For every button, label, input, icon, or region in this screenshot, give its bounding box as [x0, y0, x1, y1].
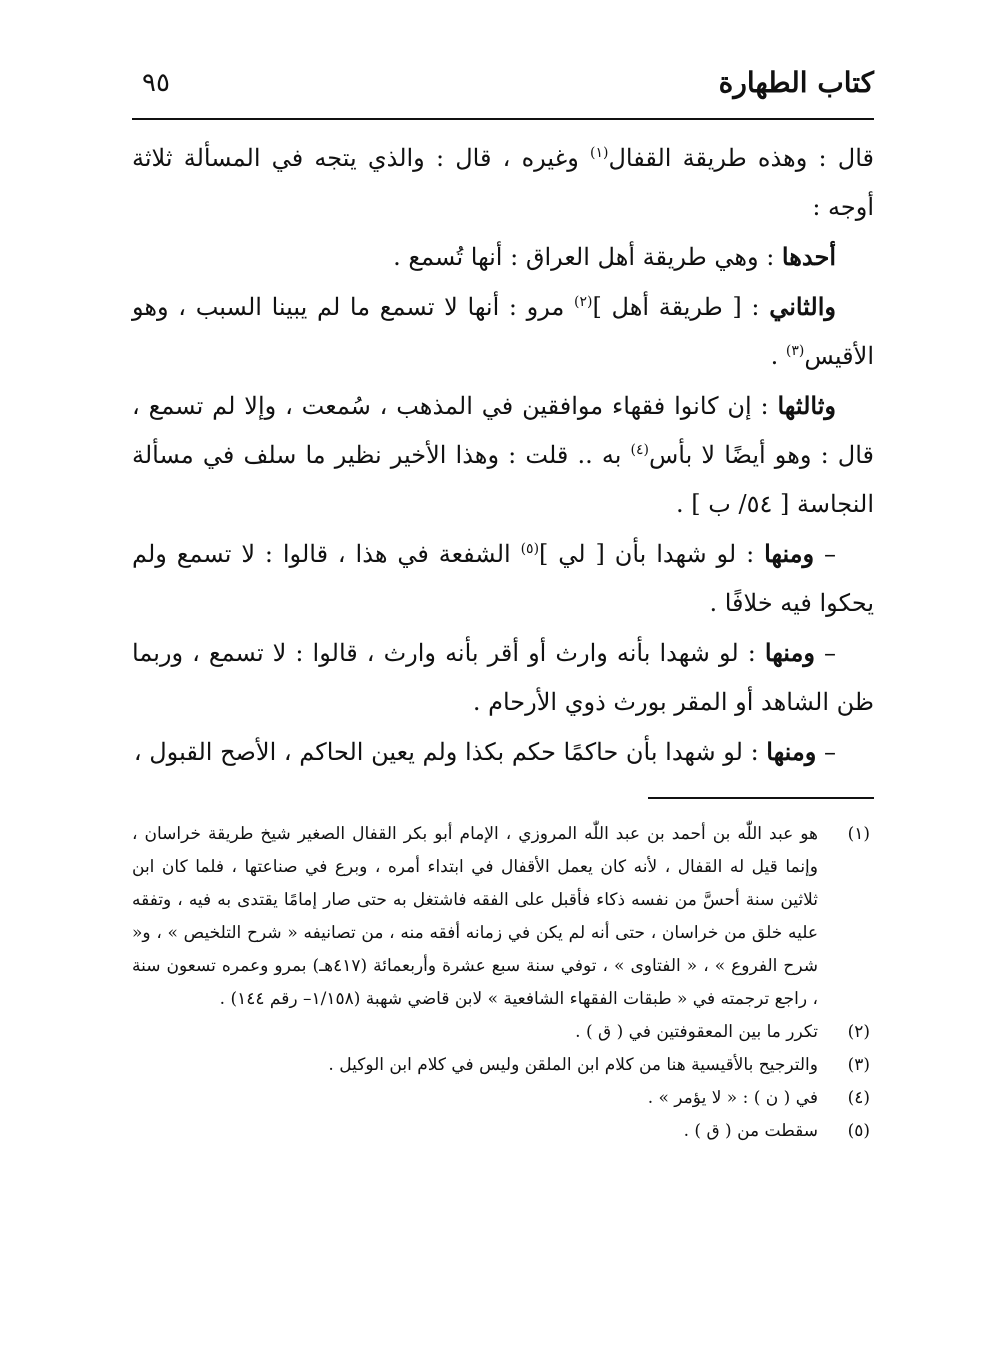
text-run: . [770, 342, 786, 370]
footnote-text: تكرر ما بين المعقوفتين في ( ق ) . [575, 1022, 818, 1042]
running-header [132, 66, 874, 110]
bold-lead: والثاني [769, 292, 836, 321]
footnote-ref-4: (٤) [630, 442, 649, 458]
footnote-number: (٥) [847, 1121, 870, 1141]
footnote-text: والترجيح بالأقيسية هنا من كلام ابن الملقن وليس في كلام ابن الوكيل . [328, 1055, 818, 1075]
bold-lead: ومنها [766, 737, 817, 766]
footnote-ref-1: (١) [589, 145, 609, 161]
text-run: به .. قلت : وهذا الأخير نظير ما سلف في مسألة النجاسة [ ٥٤/ ب ] . [132, 441, 874, 518]
text-run: : [ طريقة أهل ] [592, 293, 770, 321]
book-page [132, 0, 874, 1371]
footnote-text: في ( ن ) : « لا يؤمر » . [647, 1088, 818, 1108]
footnote-2 [132, 1016, 874, 1049]
footnote-ref-2: (٢) [574, 294, 593, 310]
footnote-separator [648, 797, 874, 799]
paragraph-5 [132, 529, 874, 628]
footnote-number: (٤) [847, 1088, 870, 1108]
footnotes [132, 818, 874, 1148]
footnote-ref-3: (٣) [785, 343, 805, 359]
footnote-5 [132, 1115, 874, 1148]
main-text [132, 134, 874, 777]
bold-lead: ومنها [764, 539, 815, 568]
footnote-number: (١) [847, 824, 870, 844]
paragraph-6 [132, 628, 874, 727]
chapter-title: كتاب الطهارة [718, 66, 874, 99]
paragraph-2 [132, 232, 874, 282]
paragraph-1 [132, 134, 874, 232]
bold-lead: أحدها [781, 242, 836, 271]
bold-lead: ومنها [764, 638, 815, 667]
dash: – [814, 639, 836, 667]
text-run: : وهي طريقة أهل العراق : أنها تُسمع . [393, 243, 782, 271]
bold-lead: وثالثها [777, 391, 836, 420]
text-run: مرو : أنها لا تسمع ما لم يبينا السبب ، وهو الأقيس [132, 293, 874, 370]
text-run: : لو شهدا بأن [ لي ] [539, 540, 765, 568]
footnote-text: هو عبد اللّٰه بن أحمد بن عبد اللّٰه المروزي ، الإمام أبو بكر القفال الصغير شيخ طريقة خراسان ، وإنما قيل له القفال ، لأنه كان يعمل الأقفال في ابتداء أمره ، وبرع في صناعتها ، فلما كان ابن ثلاثين سنة أحسَّ من نفسه ذكاء فأقبل على الفقه فاشتغل به حتى صار إمامًا يقتدى به فيه ، وتفقه عليه خلق من خراسان ، حتى أنه لم يكن في زمانه أفقه منه ، من تصانيفه « شرح التلخيص » ، و« شرح الفروع » ، « الفتاوى » ، توفي سنة سبع عشرة وأربعمائة (٤١٧هـ) بمرو وعمره تسعون سنة ، راجع ترجمته في « طبقات الفقهاء الشافعية » لابن قاضي شهبة (١/١٥٨– رقم ١٤٤) . [132, 824, 818, 1009]
dash: – [814, 540, 837, 568]
footnote-4 [132, 1082, 874, 1115]
text-run: : لو شهدا بأنه وارث أو أقر بأنه وارث ، قالوا : لا تسمع ، وربما ظن الشاهد أو المقر بورث ذوي الأرحام . [132, 639, 874, 716]
page-number: ٩٥ [142, 68, 170, 98]
footnote-ref-5: (٥) [520, 541, 540, 557]
text-run: : لو شهدا بأن حاكمًا حكم بكذا ولم يعين الحاكم ، الأصح القبول ، [133, 738, 767, 766]
dash: – [816, 738, 836, 766]
footnote-3 [132, 1049, 874, 1082]
paragraph-7 [132, 727, 874, 777]
header-divider [132, 118, 874, 120]
footnote-1 [132, 818, 874, 1016]
text-run: قال : وهذه طريقة القفال [608, 144, 874, 172]
footnote-number: (٣) [847, 1055, 870, 1075]
footnote-number: (٢) [847, 1022, 870, 1042]
paragraph-3 [132, 282, 874, 381]
text-run: وغيره ، قال : والذي يتجه في المسألة ثلاثة أوجه : [132, 144, 874, 221]
paragraph-4 [132, 381, 874, 529]
text-run: : إن كانوا فقهاء موافقين في المذهب ، سُمعت ، وإلا لم تسمع ، قال : وهو أيضًا لا بأس [132, 392, 874, 469]
text-run: الشفعة في هذا ، قالوا : لا تسمع ولم يحكوا فيه خلافًا . [132, 540, 874, 617]
footnote-text: سقطت من ( ق ) . [683, 1121, 818, 1141]
